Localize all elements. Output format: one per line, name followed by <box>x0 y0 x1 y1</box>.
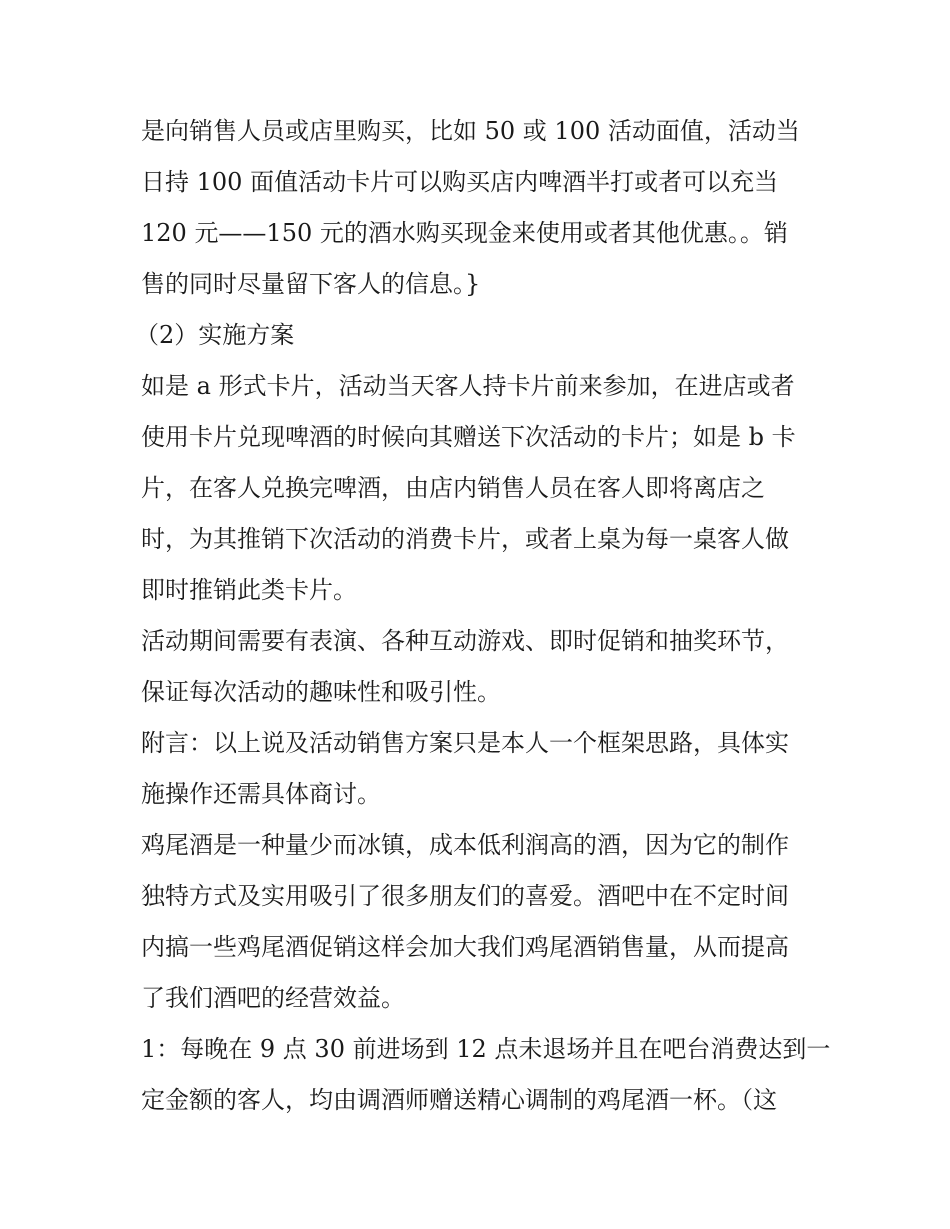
document-body <box>135 106 831 1126</box>
text-line: 独特方式及实用吸引了很多朋友们的喜爱。酒吧中在不定时间 <box>141 882 789 910</box>
text-line: 日持 100 面值活动卡片可以购买店内啤酒半打或者可以充当 <box>141 168 779 196</box>
text-line: 使用卡片兑现啤酒的时候向其赠送下次活动的卡片；如是 b 卡 <box>141 423 796 451</box>
text-line: 附言：以上说及活动销售方案只是本人一个框架思路，具体实 <box>141 729 789 757</box>
text-line: 定金额的客人，均由调酒师赠送精心调制的鸡尾酒一杯。（这 <box>141 1086 777 1114</box>
text-line: 售的同时尽量留下客人的信息。} <box>141 270 481 298</box>
text-line: 如是 a 形式卡片，活动当天客人持卡片前来参加，在进店或者 <box>141 372 795 400</box>
text-line: 鸡尾酒是一种量少而冰镇，成本低利润高的酒，因为它的制作 <box>141 831 789 859</box>
text-line: 片，在客人兑换完啤酒，由店内销售人员在客人即将离店之 <box>141 474 765 502</box>
text-line: 1：每晚在 9 点 30 前进场到 12 点未退场并且在吧台消费达到一 <box>141 1035 831 1063</box>
section-heading: （2）实施方案 <box>135 321 295 349</box>
text-line: 即时推销此类卡片。 <box>141 576 357 604</box>
text-line: 保证每次活动的趣味性和吸引性。 <box>141 678 501 706</box>
text-line: 施操作还需具体商讨。 <box>141 780 381 808</box>
text-line: 120 元——150 元的酒水购买现金来使用或者其他优惠。。销 <box>141 219 788 247</box>
text-line: 了我们酒吧的经营效益。 <box>141 984 405 1012</box>
text-line: 时，为其推销下次活动的消费卡片，或者上桌为每一桌客人做 <box>141 525 789 553</box>
text-line: 活动期间需要有表演、各种互动游戏、即时促销和抽奖环节， <box>141 627 789 655</box>
text-line: 内搞一些鸡尾酒促销这样会加大我们鸡尾酒销售量，从而提高 <box>141 933 789 961</box>
text-line: 是向销售人员或店里购买，比如 50 或 100 活动面值，活动当 <box>141 117 800 145</box>
